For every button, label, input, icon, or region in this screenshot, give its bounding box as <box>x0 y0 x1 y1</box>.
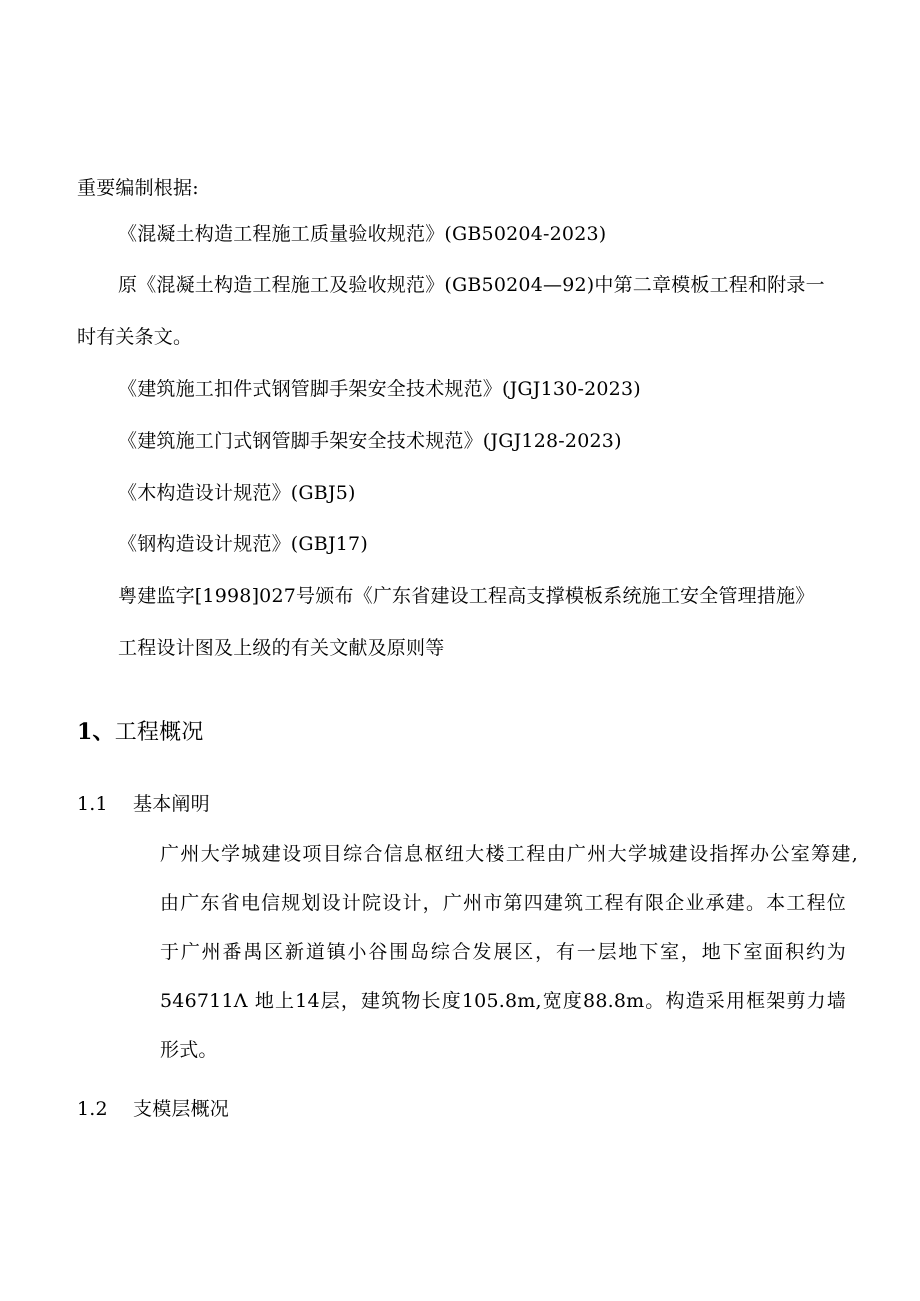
subsection-title: 支模层概况 <box>133 1098 230 1120</box>
subsection-heading <box>77 1097 229 1121</box>
basis-item: 《钢构造设计规范》(GBJ17) <box>118 533 368 555</box>
basis-item: 《建筑施工门式钢管脚手架安全技术规范》(JGJ128-2023) <box>118 430 622 452</box>
basis-item: 工程设计图及上级的有关文献及原则等 <box>118 637 445 659</box>
basis-title: 重要编制根据: <box>77 177 199 199</box>
paragraph-line: 由广东省电信规划设计院设计，广州市第四建筑工程有限企业承建。本工程位 <box>160 892 846 914</box>
basis-item-continuation: 时有关条文。 <box>77 326 193 348</box>
subsection-heading <box>77 792 210 816</box>
section-heading <box>77 718 204 747</box>
basis-item: 原《混凝土构造工程施工及验收规范》(GB50204—92)中第二章模板工程和附录一 <box>118 274 825 296</box>
basis-item: 《建筑施工扣件式钢管脚手架安全技术规范》(JGJ130-2023) <box>118 378 641 400</box>
paragraph-line: 形式。 <box>160 1039 218 1061</box>
section-number: 1、 <box>77 719 115 745</box>
section-title: 工程概况 <box>114 720 204 745</box>
paragraph-line: 546711Λ 地上14层，建筑物长度105.8m,宽度88.8m。构造采用框架剪力墙 <box>160 990 846 1012</box>
subsection-number: 1.2 <box>77 1098 108 1120</box>
paragraph-line: 于广州番禺区新道镇小谷围岛综合发展区，有一层地下室，地下室面积约为 <box>160 941 846 963</box>
subsection-title: 基本阐明 <box>133 793 210 815</box>
basis-item: 粤建监字[1998]027号颁布《广东省建设工程高支撑模板系统施工安全管理措施》 <box>118 585 815 607</box>
subsection-number: 1.1 <box>77 793 108 815</box>
basis-item: 《混凝土构造工程施工质量验收规范》(GB50204-2023) <box>118 223 607 245</box>
paragraph-line: 广州大学城建设项目综合信息枢纽大楼工程由广州大学城建设指挥办公室筹建, <box>160 843 858 865</box>
basis-item: 《木构造设计规范》(GBJ5) <box>118 482 356 504</box>
